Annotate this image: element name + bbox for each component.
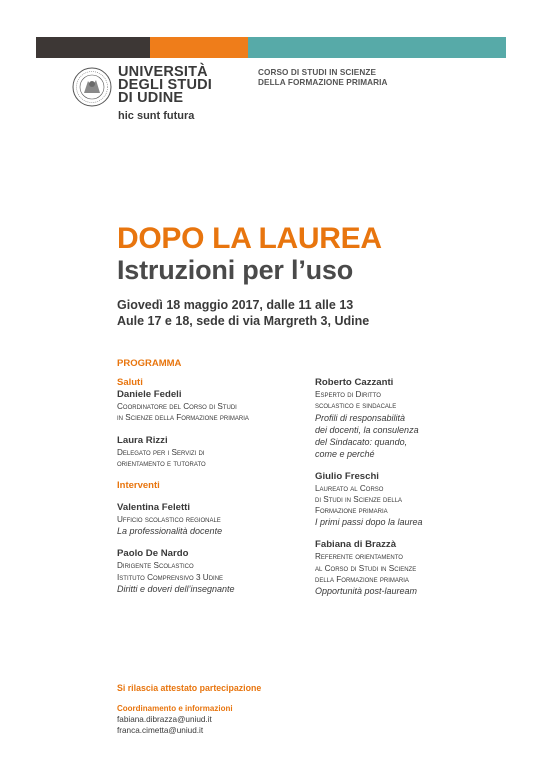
interventi-heading: Interventi [117,480,160,492]
speaker-role: di Studi in Scienze della [315,494,403,504]
speaker-name: Fabiana di Brazzà [315,539,397,551]
event-details [117,297,369,329]
speaker [117,502,307,537]
speaker-topic: Opportunità post-lauream [315,586,418,597]
speaker-role: Delegato per i Servizi di [117,447,205,457]
event-title: DOPO LA LAUREA [117,222,382,255]
speaker-topic: Profili di responsabilità [315,412,406,423]
speaker-role: Laureato al Corso [315,483,384,493]
university-motto: hic sunt futura [118,110,195,122]
university-name [118,66,212,105]
email-link[interactable]: franca.cimetta@uniud.it [117,726,204,735]
saluti-heading: Saluti [117,377,143,388]
speaker-topic: come e perché [315,448,375,459]
speaker-role: Dirigente Scolastico [117,561,194,571]
speaker-role: Referente orientamento [315,552,403,562]
program-right-column [315,377,505,608]
course-name [258,68,388,88]
speaker-role: orientamento e tutorato [117,458,206,468]
color-bar-teal [248,37,506,58]
speaker-name: Paolo De Nardo [117,548,189,560]
speaker-name: Laura Rizzi [117,434,168,446]
program-heading: PROGRAMMA [117,358,182,369]
speaker-name: Daniele Fedeli [117,389,182,400]
program-left-column [117,377,307,606]
speaker-name: Giulio Freschi [315,470,379,482]
event-place: Aule 17 e 18, sede di via Margreth 3, Udine [117,314,370,328]
speaker-role: scolastico e sindacale [315,401,397,411]
speaker [117,548,307,595]
speaker-name: Roberto Cazzanti [315,377,394,388]
speaker-role: della Formazione primaria [315,575,409,585]
speaker-topic: I primi passi dopo la laurea [315,517,423,528]
email-link[interactable]: fabiana.dibrazza@uniud.it [117,715,212,724]
speaker-role: Coordinatore del Corso di Studi [117,402,237,411]
attestato-note: Si rilascia attestato partecipazione [117,683,262,693]
event-date: Giovedì 18 maggio 2017, dalle 11 alle 13 [117,298,354,312]
color-bar-dark [36,37,150,58]
university-name-line: DI UDINE [118,90,184,106]
speaker-role: Istituto Comprensivo 3 Udine [117,572,224,582]
speaker-topic: La professionalità docente [117,526,223,537]
coordination-heading: Coordinamento e informazioni [117,704,233,713]
speaker-topic: dei docenti, la consulenza [315,424,419,435]
course-line: CORSO DI STUDI IN SCIENZE [258,68,377,77]
speaker-role: al Corso di Studi in Scienze [315,563,417,573]
speaker-topic: Diritti e doveri dell’insegnante [117,584,235,595]
speaker [315,377,505,460]
course-line: DELLA FORMAZIONE PRIMARIA [258,78,388,87]
speaker-role: in Scienze della Formazione primaria [117,413,249,423]
speaker-role: Formazione primaria [315,506,388,516]
speaker-name: Valentina Feletti [117,502,191,514]
speaker-role: Ufficio scolastico regionale [117,515,221,525]
speaker [117,435,307,470]
university-name-line: DEGLI STUDI [118,77,213,93]
university-name-line: UNIVERSITÀ [118,64,208,80]
speaker [315,539,505,597]
university-seal-icon [72,67,112,107]
speaker [315,471,505,529]
color-bar-orange [150,37,248,58]
speaker-topic: del Sindacato: quando, [315,436,408,447]
speaker-role: Esperto di Diritto [315,390,381,399]
event-subtitle: Istruzioni per l’uso [117,255,354,285]
speaker [117,389,307,424]
